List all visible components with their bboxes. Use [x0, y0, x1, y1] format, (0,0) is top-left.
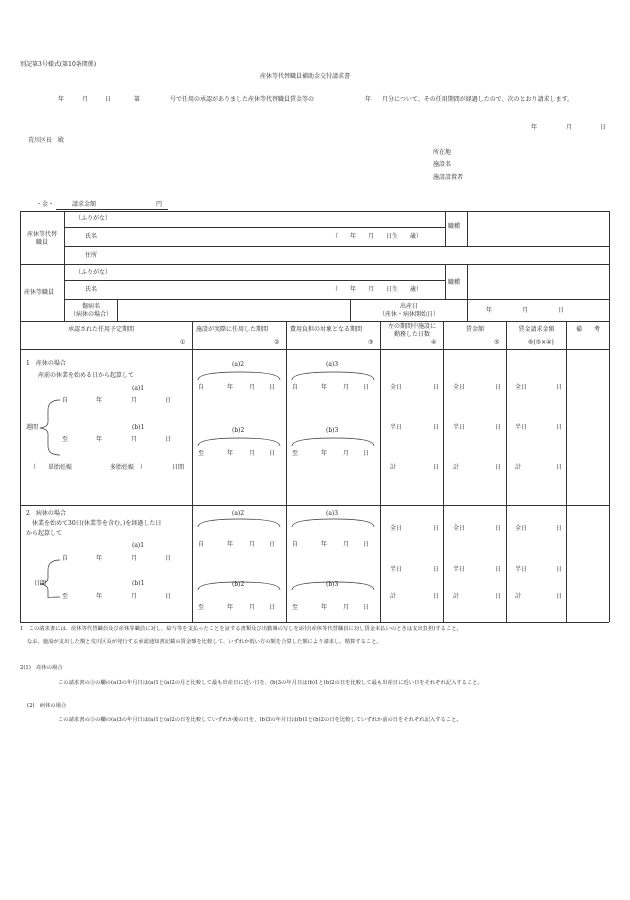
case2-col2-m: 月 [249, 541, 256, 548]
case2-col3-to: 至 [292, 604, 299, 611]
case2-a2: (a)2 [232, 510, 245, 517]
case1-col2-y: 年 [227, 384, 234, 391]
case2-a1: (a)1 [132, 542, 145, 549]
staff-section-label: 産休等職員 [24, 289, 55, 296]
case2-col3-from: 自 [292, 541, 299, 548]
case2-to: 至 [62, 593, 69, 600]
case1-c4-half-day: 日 [433, 424, 440, 431]
case2-c4-total: 計 [390, 593, 397, 600]
case1-col3-to: 至 [292, 450, 299, 457]
case1-b2: (b)2 [232, 427, 245, 434]
case2-col3-to-m: 月 [343, 604, 350, 611]
case1-c6-full-day: 日 [556, 384, 563, 391]
staff-birthday-label: 出産日 （産休・病休開始日） [378, 303, 439, 318]
case2-col2-to-y: 年 [227, 604, 234, 611]
case2-from: 自 [62, 555, 69, 562]
col5-num: ⑤ [494, 339, 500, 346]
case2-col3-to-d: 日 [363, 604, 370, 611]
case2-c4-half-day: 日 [433, 566, 440, 573]
case1-c6-full: 全日 [515, 384, 528, 391]
intro-month: 月 [82, 96, 89, 103]
intro-text2: 月分について、その任用期間が経過したので、次のとおり請求します。 [382, 96, 574, 103]
case2-col2-y: 年 [227, 541, 234, 548]
case2-c6-total: 計 [515, 593, 522, 600]
case1-to: 至 [62, 436, 69, 443]
case2-col2-from: 自 [198, 541, 205, 548]
case1-col2-to-y: 年 [227, 450, 234, 457]
form-number: 別記第3号様式(第10条関係) [20, 61, 97, 68]
case1-c6-half: 半日 [515, 424, 528, 431]
case2-c6-full: 全日 [515, 525, 528, 532]
col3-num: ③ [368, 339, 374, 346]
case2-b2: (b)2 [232, 581, 245, 588]
case2-c6-half: 半日 [515, 566, 528, 573]
case2-c4-full-day: 日 [433, 525, 440, 532]
case2-c4-half: 半日 [390, 566, 403, 573]
sub-furigana: （ふりがな） [75, 215, 112, 222]
case1-col2-to-m: 月 [249, 450, 256, 457]
case2-c5-full: 全日 [453, 525, 466, 532]
intro-day: 日 [105, 96, 112, 103]
case2-to-y: 年 [96, 593, 103, 600]
case2-c6-total-day: 日 [556, 593, 563, 600]
case1-col3-from: 自 [292, 384, 299, 391]
date-year: 年 [531, 124, 538, 131]
case1-a3: (a)3 [326, 361, 339, 368]
case1-b3: (b)3 [326, 427, 339, 434]
case2-c5-half-day: 日 [495, 566, 502, 573]
case1-c4-half: 半日 [390, 424, 403, 431]
note-3-head: (2) 病休の場合 [27, 703, 67, 709]
col6-num: ⑥(⑤×④) [528, 339, 554, 346]
case1-col3-y: 年 [321, 384, 328, 391]
case1-multi: 多胎妊娠 ） [110, 464, 147, 471]
case1-c4-full-day: 日 [433, 384, 440, 391]
case1-col2-to: 至 [198, 450, 205, 457]
case1-from-m: 月 [131, 397, 138, 404]
case2-c4-total-day: 日 [433, 593, 440, 600]
case1-days: 日間 [172, 464, 185, 471]
intro-year2: 年 [365, 96, 372, 103]
case1-col3-to-m: 月 [343, 450, 350, 457]
case2-col2-to-m: 月 [249, 604, 256, 611]
case1-c5-total: 計 [453, 464, 460, 471]
case1-to-y: 年 [96, 436, 103, 443]
staff-name-label: 氏名 [85, 286, 98, 293]
sub-position-label: 職種 [448, 223, 461, 230]
col5-header: 賃金額 [465, 326, 484, 333]
case1-col2-to-d: 日 [269, 450, 276, 457]
case2-col3-to-y: 年 [321, 604, 328, 611]
case1-from: 自 [62, 397, 69, 404]
case1-from-y: 年 [96, 397, 103, 404]
claim-label: 請求金額 [72, 201, 97, 208]
col6-header: 賃金請求金額 [518, 326, 555, 333]
case1-c4-total-day: 日 [433, 464, 440, 471]
staff-birthday-ymd: 年 月 日 [486, 307, 565, 314]
case1-a1: (a)1 [132, 385, 145, 392]
staff-position-label: 職種 [448, 279, 461, 286]
staff-furigana: （ふりがな） [75, 269, 112, 276]
intro-no: 第 [134, 96, 141, 103]
case2-desc2: から起算して [26, 530, 63, 537]
case2-to-m: 月 [131, 593, 138, 600]
col1-num: ① [180, 339, 186, 346]
case1-c6-half-day: 日 [556, 424, 563, 431]
note-1b: なお、施設が支出した額と荒川区長が発行する承認通知書記載の賃金額を比較して、いずれか低い方の額を合算した額により請求し、精算すること。 [27, 639, 382, 645]
note-1a: 1 この請求書には、産休等代替職員及び産休等職員に対し、給与等を支払ったことを証する書類及び出勤簿の写しを添付(産休等代替職員に対し賃金未払いのときは支出負担)すること。 [20, 626, 462, 632]
case1-c6-total-day: 日 [556, 464, 563, 471]
case2-from-y: 年 [96, 555, 103, 562]
case2-c5-full-day: 日 [495, 525, 502, 532]
sub-birth: （ 年 月 日生 歳） [332, 233, 423, 240]
case1-week: 週間 [26, 424, 39, 431]
case1-col2-m: 月 [249, 384, 256, 391]
case1-c4-full: 全日 [390, 384, 403, 391]
staff-illness-label: 傷病名 （病休の場合） [69, 303, 112, 318]
applicant-address: 所在地 [433, 149, 452, 156]
col4-num: ④ [431, 339, 437, 346]
case2-b1: (b)1 [132, 580, 145, 587]
case1-c5-total-day: 日 [495, 464, 502, 471]
case2-to-d: 日 [165, 593, 172, 600]
col4-header: 左の期間中施設に 勤務した日数 [387, 323, 436, 338]
form-title: 産休等代替職員補助金交付請求書 [260, 73, 351, 80]
case2-c6-half-day: 日 [556, 566, 563, 573]
applicant-facility: 施設名 [433, 161, 452, 168]
case2-col3-y: 年 [321, 541, 328, 548]
note-3-body: この請求書の③の欄の(a)3の年月日は(a)1と(a)2の日を比較していずれか後の日を、(b)3の年月日は(b)1と(b)2の日を比較していずれか前の日をそれぞれ記入すること。 [58, 717, 462, 723]
case1-from-d: 日 [165, 397, 172, 404]
case1-title: 1 産休の場合 [26, 360, 66, 367]
col2-num: ② [274, 339, 280, 346]
case1-col2-from: 自 [198, 384, 205, 391]
staff-birth: （ 年 月 日生 歳） [332, 286, 423, 293]
case1-single: （ 単胎妊娠 [30, 464, 73, 471]
case2-c5-total-day: 日 [495, 593, 502, 600]
case2-desc: 休業を始めて30日(休業等を含む。)を経過した日 [32, 520, 162, 527]
case1-b1: (b)1 [132, 424, 145, 431]
case1-desc: 産前の休業を始める日から起算して [38, 372, 135, 379]
claim-unit: 円 [156, 201, 163, 208]
case2-col3-d: 日 [363, 541, 370, 548]
case2-title: 2 病休の場合 [26, 510, 66, 517]
case1-col3-m: 月 [343, 384, 350, 391]
case2-col2-d: 日 [269, 541, 276, 548]
case1-c6-total: 計 [515, 464, 522, 471]
claim-mark: ・金・ [36, 201, 55, 208]
col7-header: 備 考 [575, 326, 600, 333]
case2-from-m: 月 [131, 555, 138, 562]
case1-col3-d: 日 [363, 384, 370, 391]
case2-c4-full: 全日 [390, 525, 403, 532]
applicant-founder: 施設設置者 [433, 174, 464, 181]
case1-col2-d: 日 [269, 384, 276, 391]
case2-col2-to: 至 [198, 604, 205, 611]
case2-c5-total: 計 [453, 593, 460, 600]
case1-col3-to-d: 日 [363, 450, 370, 457]
case2-days-label: 日間 [34, 580, 47, 587]
sub-address-label: 住所 [85, 252, 98, 259]
case1-c5-half-day: 日 [495, 424, 502, 431]
date-day: 日 [600, 124, 607, 131]
intro-text1: 号で任用の承認がありました産休等代替職員賃金等の [170, 96, 315, 103]
col3-header: 費用負担の対象となる期間 [290, 326, 363, 333]
case1-c5-full-day: 日 [495, 384, 502, 391]
col2-header: 施設が実際に任用した期間 [196, 326, 269, 333]
case1-to-d: 日 [165, 436, 172, 443]
intro-year: 年 [58, 96, 65, 103]
case2-c6-full-day: 日 [556, 525, 563, 532]
case1-c5-half: 半日 [453, 424, 466, 431]
case2-c5-half: 半日 [453, 566, 466, 573]
sub-section-label: 産休等代替 職員 [26, 231, 57, 247]
sub-name-label: 氏名 [85, 233, 98, 240]
case2-a3: (a)3 [326, 510, 339, 517]
case2-col2-to-d: 日 [269, 604, 276, 611]
note-2-head: 2(1) 産休の場合 [20, 665, 63, 671]
note-2-body: この請求書の③の欄の(a)3の年月日は(a)1と(a)2の月と比較して最も出産日に近い日を、(b)3の年月日は(b)1と(b)2の日を比較して最も出産日に近い日をそれぞれ記入すること。 [58, 680, 483, 686]
case2-col3-m: 月 [343, 541, 350, 548]
col1-header: 承認された任用予定期間 [68, 326, 135, 333]
date-month: 月 [566, 124, 573, 131]
case1-a2: (a)2 [232, 361, 245, 368]
case2-b3: (b)3 [326, 581, 339, 588]
addressee: 荒川区長 殿 [28, 137, 65, 144]
case1-to-m: 月 [131, 436, 138, 443]
case2-from-d: 日 [165, 555, 172, 562]
case1-c5-full: 全日 [453, 384, 466, 391]
case1-c4-total: 計 [390, 464, 397, 471]
case1-col3-to-y: 年 [321, 450, 328, 457]
